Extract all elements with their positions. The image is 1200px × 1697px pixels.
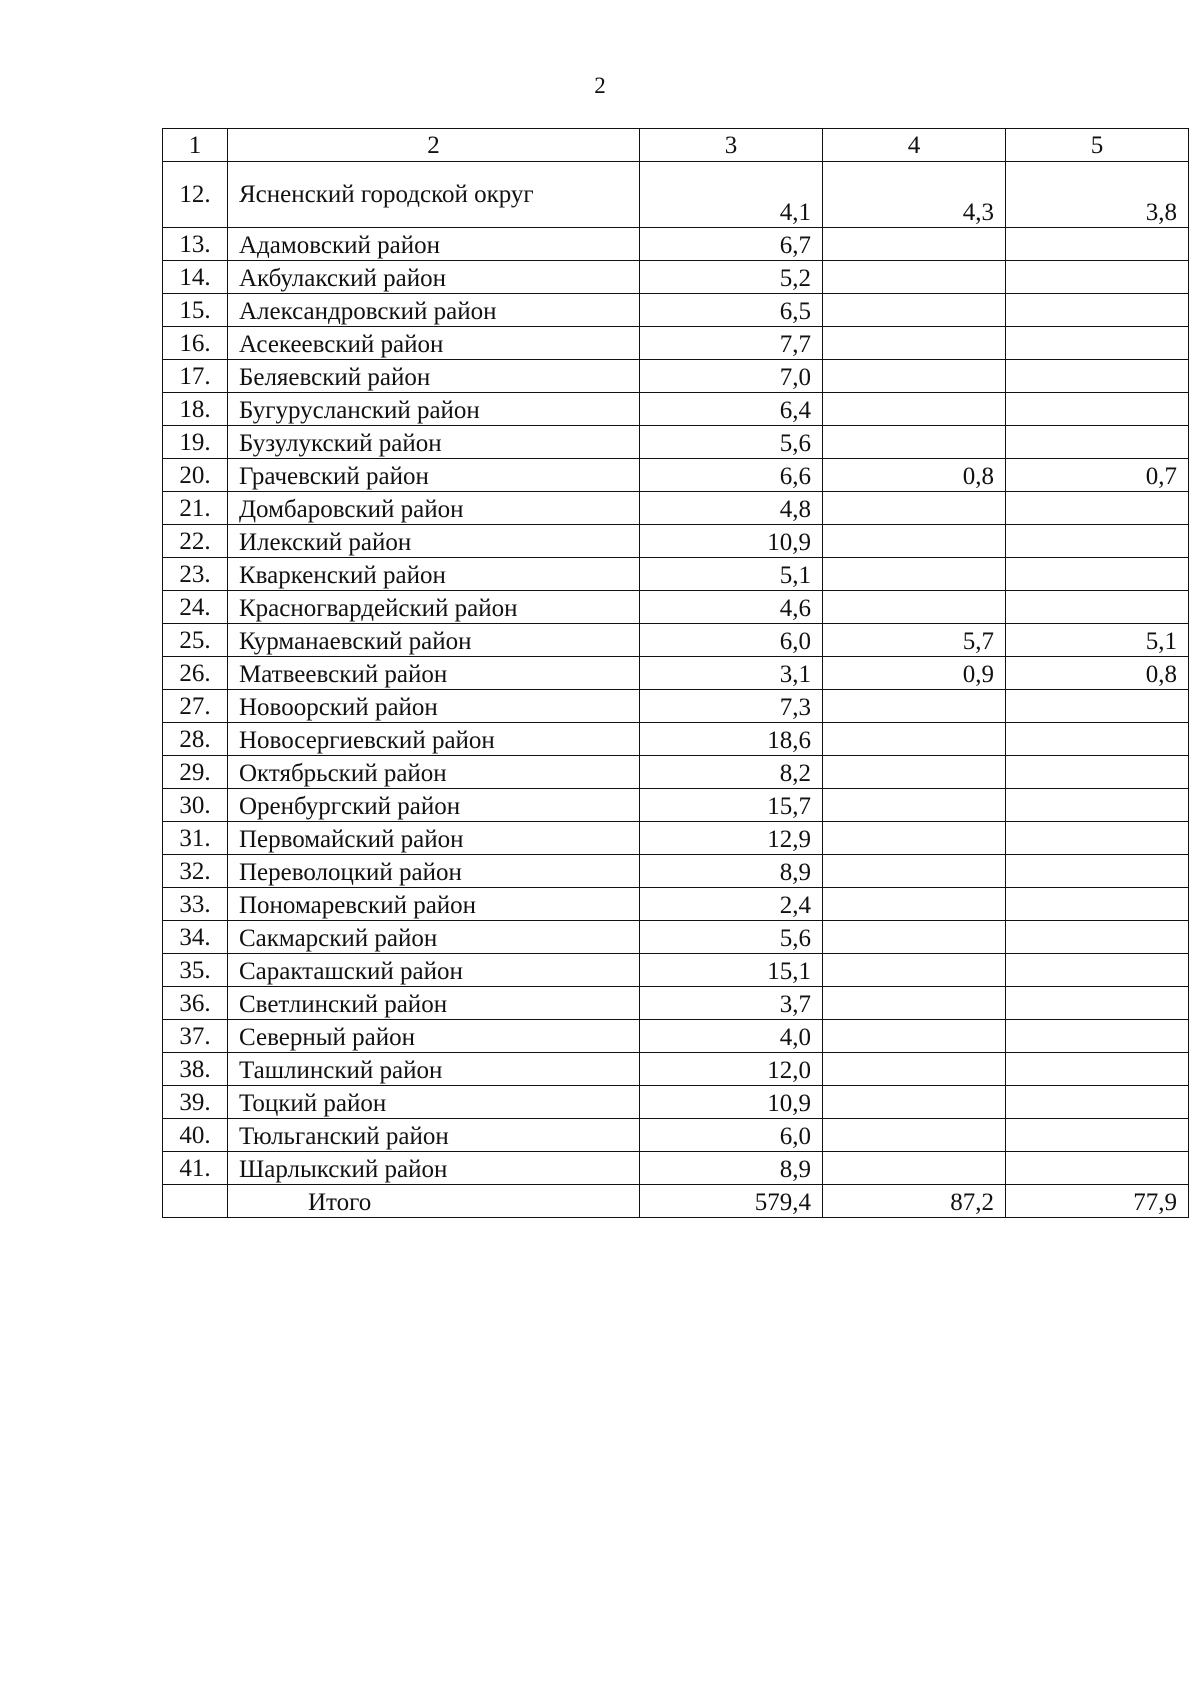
table-row	[163, 921, 1189, 954]
value-col-3: 4,8	[640, 492, 823, 525]
row-number: 23.	[163, 558, 228, 591]
value-col-3: 6,4	[640, 393, 823, 426]
value-col-3: 8,2	[640, 756, 823, 789]
table-row	[163, 1119, 1189, 1152]
value-col-4	[823, 1119, 1006, 1152]
district-name: Матвеевский район	[228, 657, 640, 690]
row-number: 38.	[163, 1053, 228, 1086]
district-name: Сакмарский район	[228, 921, 640, 954]
data-table	[162, 128, 1189, 1218]
value-col-4: 0,8	[823, 459, 1006, 492]
value-col-4	[823, 855, 1006, 888]
value-col-5	[1006, 591, 1189, 624]
table-row	[163, 756, 1189, 789]
table-row	[163, 723, 1189, 756]
table-row	[163, 228, 1189, 261]
table-row	[163, 888, 1189, 921]
value-col-5	[1006, 1152, 1189, 1185]
district-name: Новоорский район	[228, 690, 640, 723]
value-col-5	[1006, 822, 1189, 855]
row-number: 25.	[163, 624, 228, 657]
table-row	[163, 822, 1189, 855]
value-col-4	[823, 327, 1006, 360]
value-col-5: 3,8	[1006, 162, 1189, 228]
row-number: 12.	[163, 162, 228, 228]
district-name: Кваркенский район	[228, 558, 640, 591]
district-name: Александровский район	[228, 294, 640, 327]
value-col-4	[823, 591, 1006, 624]
district-name: Беляевский район	[228, 360, 640, 393]
district-name: Тоцкий район	[228, 1086, 640, 1119]
value-col-4	[823, 921, 1006, 954]
value-col-5	[1006, 789, 1189, 822]
table-row	[163, 1152, 1189, 1185]
table-header-row	[163, 129, 1189, 162]
value-col-5	[1006, 1053, 1189, 1086]
value-col-5	[1006, 756, 1189, 789]
value-col-5	[1006, 327, 1189, 360]
value-col-3: 4,1	[640, 162, 823, 228]
value-col-5	[1006, 360, 1189, 393]
table-row	[163, 327, 1189, 360]
value-col-4	[823, 789, 1006, 822]
district-name: Красногвардейский район	[228, 591, 640, 624]
value-col-4: 4,3	[823, 162, 1006, 228]
value-col-4: 5,7	[823, 624, 1006, 657]
row-number: 18.	[163, 393, 228, 426]
value-col-5	[1006, 426, 1189, 459]
value-col-4	[823, 954, 1006, 987]
value-col-5	[1006, 723, 1189, 756]
district-name: Шарлыкский район	[228, 1152, 640, 1185]
value-col-4	[823, 723, 1006, 756]
value-col-3: 8,9	[640, 1152, 823, 1185]
row-number: 31.	[163, 822, 228, 855]
district-name: Ташлинский район	[228, 1053, 640, 1086]
value-col-5	[1006, 228, 1189, 261]
table-row	[163, 855, 1189, 888]
page-number: 2	[594, 73, 606, 98]
district-name: Илекский район	[228, 525, 640, 558]
value-col-4	[823, 756, 1006, 789]
table-row	[163, 1020, 1189, 1053]
district-name: Светлинский район	[228, 987, 640, 1020]
total-label: Итого	[228, 1185, 640, 1218]
value-col-3: 18,6	[640, 723, 823, 756]
value-col-5	[1006, 558, 1189, 591]
row-number: 16.	[163, 327, 228, 360]
district-name: Акбулакский район	[228, 261, 640, 294]
value-col-4	[823, 393, 1006, 426]
district-name: Домбаровский район	[228, 492, 640, 525]
value-col-3: 3,7	[640, 987, 823, 1020]
value-col-3: 6,5	[640, 294, 823, 327]
table-row	[163, 492, 1189, 525]
value-col-4	[823, 426, 1006, 459]
table-row	[163, 294, 1189, 327]
table-row	[163, 1053, 1189, 1086]
row-number: 33.	[163, 888, 228, 921]
table-row	[163, 624, 1189, 657]
district-name: Северный район	[228, 1020, 640, 1053]
value-col-5	[1006, 261, 1189, 294]
table-row	[163, 525, 1189, 558]
value-col-4	[823, 987, 1006, 1020]
value-col-5	[1006, 921, 1189, 954]
row-number: 17.	[163, 360, 228, 393]
row-number: 27.	[163, 690, 228, 723]
district-name: Первомайский район	[228, 822, 640, 855]
value-col-3: 8,9	[640, 855, 823, 888]
district-name: Грачевский район	[228, 459, 640, 492]
row-number: 35.	[163, 954, 228, 987]
value-col-5	[1006, 393, 1189, 426]
value-col-4	[823, 558, 1006, 591]
value-col-3: 6,7	[640, 228, 823, 261]
table-row	[163, 393, 1189, 426]
total-empty-cell	[163, 1185, 228, 1218]
value-col-3: 2,4	[640, 888, 823, 921]
row-number: 13.	[163, 228, 228, 261]
row-number: 30.	[163, 789, 228, 822]
total-col-5: 77,9	[1006, 1185, 1189, 1218]
value-col-3: 12,0	[640, 1053, 823, 1086]
value-col-5	[1006, 492, 1189, 525]
value-col-4	[823, 888, 1006, 921]
value-col-5	[1006, 855, 1189, 888]
row-number: 15.	[163, 294, 228, 327]
district-name: Пономаревский район	[228, 888, 640, 921]
row-number: 29.	[163, 756, 228, 789]
row-number: 41.	[163, 1152, 228, 1185]
header-cell-5: 5	[1006, 129, 1189, 162]
value-col-5	[1006, 987, 1189, 1020]
value-col-4	[823, 261, 1006, 294]
row-number: 34.	[163, 921, 228, 954]
row-number: 28.	[163, 723, 228, 756]
value-col-3: 6,0	[640, 624, 823, 657]
value-col-3: 6,0	[640, 1119, 823, 1152]
header-cell-2: 2	[228, 129, 640, 162]
value-col-3: 10,9	[640, 1086, 823, 1119]
district-name: Асекеевский район	[228, 327, 640, 360]
district-name: Тюльганский район	[228, 1119, 640, 1152]
row-number: 37.	[163, 1020, 228, 1053]
total-col-4: 87,2	[823, 1185, 1006, 1218]
table-row	[163, 558, 1189, 591]
value-col-3: 15,1	[640, 954, 823, 987]
district-name: Адамовский район	[228, 228, 640, 261]
value-col-5	[1006, 294, 1189, 327]
value-col-3: 3,1	[640, 657, 823, 690]
table-row	[163, 591, 1189, 624]
value-col-3: 7,3	[640, 690, 823, 723]
district-name: Курманаевский район	[228, 624, 640, 657]
value-col-3: 7,7	[640, 327, 823, 360]
value-col-4	[823, 294, 1006, 327]
row-number: 36.	[163, 987, 228, 1020]
value-col-3: 12,9	[640, 822, 823, 855]
value-col-4: 0,9	[823, 657, 1006, 690]
value-col-4	[823, 1053, 1006, 1086]
header-cell-3: 3	[640, 129, 823, 162]
district-name: Октябрьский район	[228, 756, 640, 789]
row-number: 19.	[163, 426, 228, 459]
value-col-3: 6,6	[640, 459, 823, 492]
row-number: 21.	[163, 492, 228, 525]
row-number: 22.	[163, 525, 228, 558]
value-col-4	[823, 690, 1006, 723]
row-number: 26.	[163, 657, 228, 690]
value-col-4	[823, 525, 1006, 558]
row-number: 20.	[163, 459, 228, 492]
value-col-5	[1006, 1086, 1189, 1119]
district-name: Бузулукский район	[228, 426, 640, 459]
district-name: Бугурусланский район	[228, 393, 640, 426]
value-col-5: 5,1	[1006, 624, 1189, 657]
row-number: 39.	[163, 1086, 228, 1119]
value-col-3: 5,1	[640, 558, 823, 591]
value-col-4	[823, 822, 1006, 855]
table-row	[163, 360, 1189, 393]
table-row	[163, 261, 1189, 294]
value-col-3: 5,2	[640, 261, 823, 294]
value-col-5	[1006, 1020, 1189, 1053]
value-col-3: 15,7	[640, 789, 823, 822]
district-name: Ясненский городской округ	[228, 162, 640, 228]
table-row	[163, 426, 1189, 459]
value-col-5	[1006, 1119, 1189, 1152]
row-number: 14.	[163, 261, 228, 294]
table-row	[163, 789, 1189, 822]
table-row	[163, 954, 1189, 987]
row-number: 40.	[163, 1119, 228, 1152]
value-col-3: 4,0	[640, 1020, 823, 1053]
value-col-3: 5,6	[640, 921, 823, 954]
value-col-5: 0,7	[1006, 459, 1189, 492]
value-col-5	[1006, 954, 1189, 987]
total-row	[163, 1185, 1189, 1218]
table-row	[163, 657, 1189, 690]
table-row	[163, 459, 1189, 492]
value-col-4	[823, 360, 1006, 393]
value-col-4	[823, 492, 1006, 525]
value-col-3: 7,0	[640, 360, 823, 393]
district-name: Оренбургский район	[228, 789, 640, 822]
value-col-5: 0,8	[1006, 657, 1189, 690]
table-row	[163, 162, 1189, 228]
district-name: Переволоцкий район	[228, 855, 640, 888]
header-cell-4: 4	[823, 129, 1006, 162]
value-col-4	[823, 1152, 1006, 1185]
value-col-5	[1006, 525, 1189, 558]
district-name: Новосергиевский район	[228, 723, 640, 756]
value-col-5	[1006, 888, 1189, 921]
table-row	[163, 987, 1189, 1020]
row-number: 24.	[163, 591, 228, 624]
value-col-4	[823, 1020, 1006, 1053]
district-name: Саракташский район	[228, 954, 640, 987]
table-row	[163, 690, 1189, 723]
header-cell-1: 1	[163, 129, 228, 162]
value-col-3: 5,6	[640, 426, 823, 459]
value-col-5	[1006, 690, 1189, 723]
value-col-4	[823, 228, 1006, 261]
total-col-3: 579,4	[640, 1185, 823, 1218]
row-number: 32.	[163, 855, 228, 888]
value-col-4	[823, 1086, 1006, 1119]
value-col-3: 10,9	[640, 525, 823, 558]
value-col-3: 4,6	[640, 591, 823, 624]
table-row	[163, 1086, 1189, 1119]
